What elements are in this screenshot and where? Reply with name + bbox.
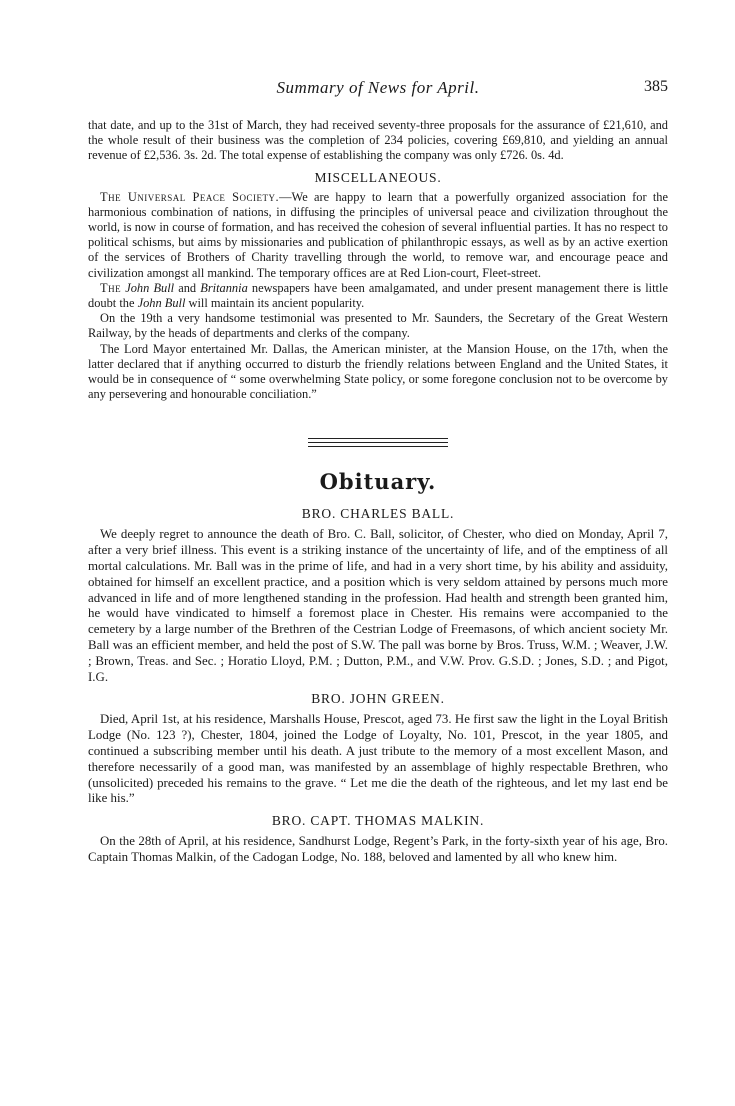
peace-society-body: —We are happy to learn that a powerfully organized association for the harmonious combination of nations, in diffusing the principles of universal peace and civilization throughout the world, is now in course of formation, and has received the cohesion of several influential parties. It has no respect to political schisms, but aims by missionaries and publication of philanthropic essays, as well as by an active exertion of the services of Brothers of Charity travelling through the world, to remove war, and encourage peace and civilization amongst all mankind. The temporary offices are at Red Lion-court, Fleet-street. [88,189,668,280]
obituary-text-charles-ball: We deeply regret to announce the death of Bro. C. Ball, solicitor, of Chester, who died on Monday, April 7, after a very brief illness. This event is a striking instance of the uncertainty of life, and of the emptiness of all mortal calculations. Mr. Ball was in the prime of life, and had in a very short time, by his ability and assiduity, obtained for himself an excellent practice, and a position which is very seldom attained by persons much more advanced in life and of more lengthened standing in the profession. Had health and strength been granted him, he would have vindicated to himself a foremost place in Chester. His remains were accompanied to the cemetery by a large number of the Brethren of the Cestrian Lodge of Freemasons, of which ancient society Mr. Ball was an efficient member, and held the post of S.W. The pall was borne by Bros. Truss, W.M. ; Weaver, J.W. ; Brown, Treas. and Sec. ; Horatio Lloyd, P.M. ; Dutton, P.M., and V.W. Prov. G.S.D. ; Jones, S.D. ; and Pigot, I.G. [88,527,668,684]
running-title: Summary of News for April. [276,78,480,97]
john-bull-title-2: John Bull [137,296,186,311]
obituary-text-john-green: Died, April 1st, at his residence, Marshalls House, Prescot, aged 73. He first saw the light in the Loyal British Lodge (No. 123 ?), Chester, 1804, joined the Lodge of Loyalty, No. 101, Prescot, in the year 1805, and continued a subscribing member until his death. A just tribute to the memory of a most excellent Mason, and therefore necessarily of a good man, was manifested by an assemblage of highly respectable Brethren, who (unsolicited) preceded his remains to the grave. “ Let me die the death of the righteous, and let my last end be like his.” [88,712,668,806]
obituary-heading-charles-ball: BRO. CHARLES BALL. [301,506,455,522]
obituary-heading-john-green: BRO. JOHN GREEN. [311,691,445,707]
divider-line [308,446,448,447]
divider-line [308,442,448,443]
document-page [88,78,668,866]
running-head [88,78,668,102]
newspapers-and: and [178,280,197,295]
paragraph-newspapers [88,281,668,311]
newspapers-lead: The [100,280,122,295]
john-bull-title: John Bull [125,280,175,295]
page-number: 385 [644,78,668,95]
divider-line [308,438,448,439]
paragraph-testimonial: On the 19th a very handsome testimonial was presented to Mr. Saunders, the Secretary of the Great Western Railway, by the heads of departments and clerks of the company. [88,311,668,341]
obituary-heading-thomas-malkin: BRO. CAPT. THOMAS MALKIN. [271,813,485,829]
britannia-title: Britannia [200,280,248,295]
paragraph-lord-mayor: The Lord Mayor entertained Mr. Dallas, the American minister, at the Mansion House, on the 17th, when the latter declared that if anything occurred to disturb the friendly relations between England and the United States, it would be in consequence of “ some overwhelming State policy, or some foregone conclusion not to be overcome by any persevering and honourable conciliation.” [88,341,668,402]
newspapers-end: will maintain its ancient popularity. [188,296,365,311]
peace-society-lead: The Universal Peace Society. [100,189,280,204]
section-divider [308,438,448,447]
paragraph-peace-society [88,190,668,281]
obituary-text-thomas-malkin: On the 28th of April, at his residence, Sandhurst Lodge, Regent’s Park, in the forty-sixth year of his age, Bro. Captain Thomas Malkin, of the Cadogan Lodge, No. 188, beloved and lamented by all who knew him. [88,834,668,864]
continuation-paragraph: that date, and up to the 31st of March, they had received seventy-three proposals for the assurance of £21,610, and the whole result of their business was the completion of 234 policies, covering £69,810, and yielding an annual revenue of £2,536. 3s. 2d. The total expense of establishing the company was only £726. 0s. 4d. [88,118,668,163]
newspapers-mid: newspapers have been amalgamated, and under present management there is little doubt the [88,280,668,311]
obituary-title: Obituary. [319,469,437,495]
section-heading-miscellaneous: MISCELLANEOUS. [314,169,442,185]
